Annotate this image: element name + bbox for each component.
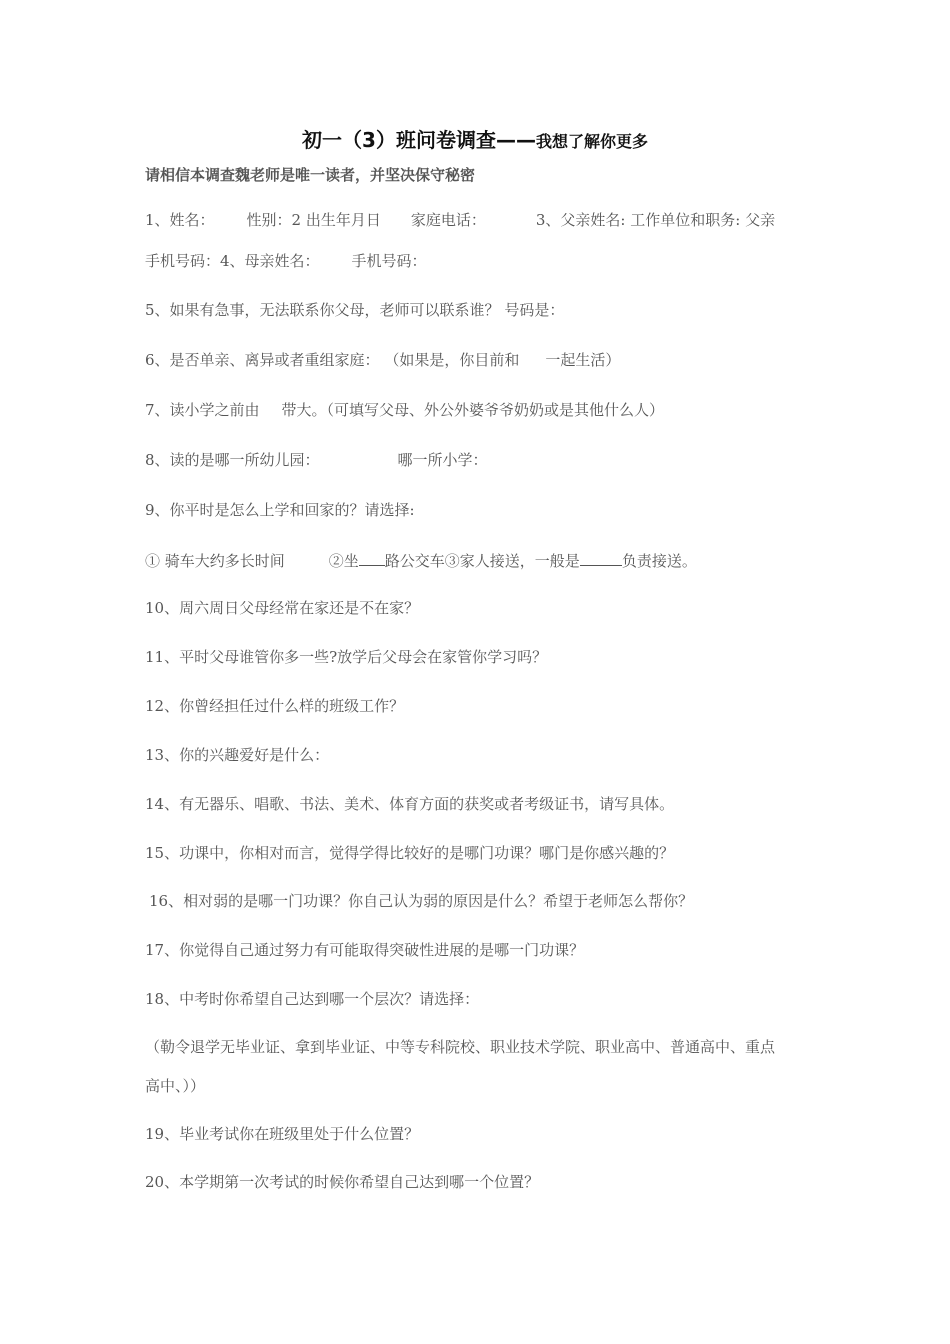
question-8 <box>145 450 488 470</box>
question-10: 10、周六周日父母经常在家还是不在家？ <box>145 599 420 617</box>
q6-text-b: 一起生活） <box>545 351 621 369</box>
q9-option-tail: 负责接送。 <box>621 552 697 570</box>
question-1-line-1 <box>145 210 775 230</box>
q9-option-bike: ① 骑车大约多长时间 <box>145 552 285 570</box>
bus-number-blank <box>359 549 385 566</box>
question-19: 19、毕业考试你在班级里处于什么位置？ <box>145 1125 420 1143</box>
question-9-options <box>145 549 697 571</box>
q4-mother-phone-label: 手机号码： <box>351 252 427 270</box>
q6-text-a: 6、是否单亲、离异或者重组家庭： （如果是，你目前和 <box>145 351 520 369</box>
q8-primary-school-label: 哪一所小学： <box>397 451 488 469</box>
title-dash: —— <box>495 128 536 152</box>
question-16: 16、相对弱的是哪一门功课？你自己认为弱的原因是什么？希望于老师怎么帮你？ <box>149 892 694 910</box>
question-1-line-2 <box>145 251 427 271</box>
question-7 <box>145 400 664 420</box>
q9-option-family: 路公交车③家人接送，一般是 <box>384 552 580 570</box>
question-11: 11、平时父母谁管你多一些?放学后父母会在家管你学习吗？ <box>145 648 548 666</box>
question-17: 17、你觉得自己通过努力有可能取得突破性进展的是哪一门功课？ <box>145 941 585 959</box>
question-5: 5、如果有急事，无法联系你父母，老师可以联系谁？ 号码是： <box>145 301 565 319</box>
title-main: 初一（3）班问卷调查 <box>302 128 496 152</box>
question-9: 9、你平时是怎么上学和回家的？请选择: <box>145 501 415 519</box>
q7-text-a: 7、读小学之前由 <box>145 401 260 419</box>
q8-kindergarten-label: 8、读的是哪一所幼儿园： <box>145 451 320 469</box>
question-20: 20、本学期第一次考试的时候你希望自己达到哪一个位置？ <box>145 1173 540 1191</box>
question-15: 15、功课中，你相对而言，觉得学得比较好的是哪门功课？哪门是你感兴趣的？ <box>145 844 675 862</box>
q3-father-label: 3、父亲姓名: 工作单位和职务: 父亲 <box>535 211 776 229</box>
question-18-options-line-1: （勒令退学无毕业证、拿到毕业证、中等专科院校、职业技术学院、职业高中、普通高中、重点 <box>145 1038 776 1056</box>
question-18-options-line-2: 高中、）） <box>145 1077 206 1095</box>
question-14: 14、有无器乐、唱歌、书法、美术、体育方面的获奖或者考级证书，请写具体。 <box>145 795 675 813</box>
question-6 <box>145 350 620 370</box>
q4-mother-label: 手机号码：4、母亲姓名： <box>145 252 320 270</box>
escort-person-blank <box>580 549 622 566</box>
q1-gender-label: 性别：2 出生年月日 <box>246 211 381 229</box>
question-12: 12、你曾经担任过什么样的班级工作？ <box>145 697 405 715</box>
title-tail: 我想了解你更多 <box>535 132 648 151</box>
page-title <box>0 124 950 153</box>
q1-name-label: 1、姓名： <box>145 211 215 229</box>
q7-text-b: 带大。（可填写父母、外公外婆爷爷奶奶或是其他什么人） <box>281 401 665 419</box>
question-18: 18、中考时你希望自己达到哪一个层次？请选择： <box>145 990 480 1008</box>
confidentiality-note: 请相信本调查魏老师是唯一读者，并坚决保守秘密 <box>145 166 476 184</box>
q1-phone-label: 家庭电话： <box>410 211 486 229</box>
q9-option-bus: ②坐 <box>328 552 359 570</box>
question-13: 13、你的兴趣爱好是什么： <box>145 746 330 764</box>
